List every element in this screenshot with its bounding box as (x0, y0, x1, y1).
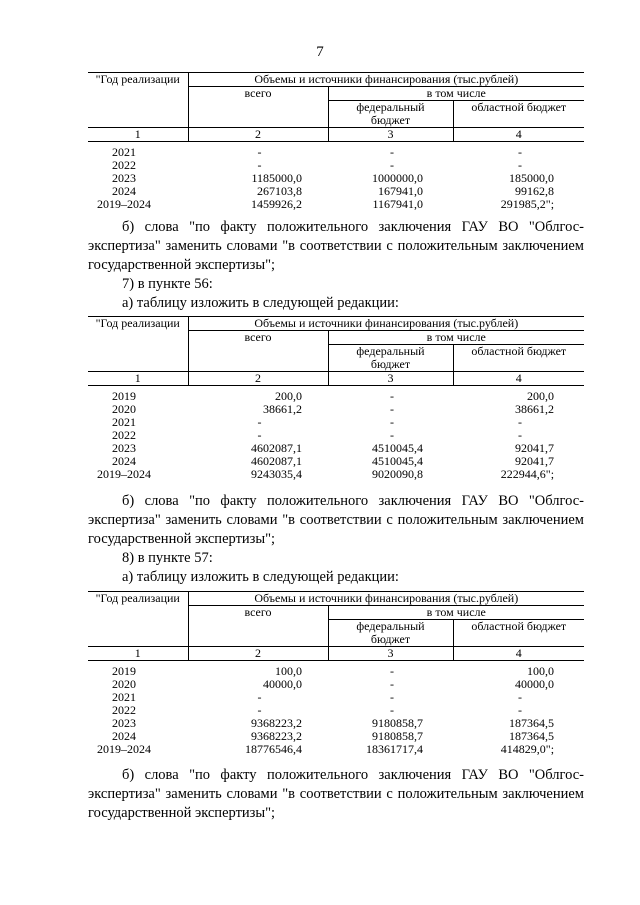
table-row (88, 416, 584, 429)
table-row (88, 390, 584, 403)
cell-year: 2024 (112, 184, 136, 198)
cell-regional: - (518, 415, 523, 429)
cell-federal: - (390, 402, 394, 416)
cell-year: 2019 (112, 664, 136, 678)
cell-federal: 9180858,7 (372, 729, 423, 743)
col-number-3: 3 (328, 128, 453, 142)
cell-regional: 185000,0 (509, 171, 555, 185)
cell-regional: 414829,0"; (500, 742, 555, 756)
col-number-4: 4 (453, 372, 584, 386)
col-number-4: 4 (453, 647, 584, 661)
cell-total: 1185000,0 (251, 171, 302, 185)
header-regional: областной бюджет (453, 620, 584, 647)
cell-federal: - (390, 664, 394, 678)
cell-total: 9368223,2 (251, 729, 302, 743)
cell-total: 9368223,2 (251, 716, 302, 730)
cell-year: 2020 (112, 402, 136, 416)
cell-total: 267103,8 (257, 184, 302, 198)
cell-federal: 4510045,4 (372, 441, 423, 455)
cell-year: 2023 (112, 441, 136, 455)
header-regional: областной бюджет (453, 101, 584, 128)
cell-federal: 1000000,0 (372, 171, 423, 185)
col-number-1: 1 (88, 128, 188, 142)
cell-regional: 200,0 (527, 389, 555, 403)
col-number-1: 1 (88, 372, 188, 386)
cell-federal: - (390, 389, 394, 403)
cell-total: - (257, 158, 262, 172)
cell-year: 2023 (112, 716, 136, 730)
cell-total: 1459926,2 (251, 197, 302, 211)
paragraph-b-3 (88, 766, 584, 823)
cell-federal: 167941,0 (378, 184, 423, 198)
col-number-3: 3 (328, 372, 453, 386)
paragraph-b-1 (88, 218, 584, 313)
cell-year: 2019 (112, 389, 136, 403)
cell-total: - (257, 703, 262, 717)
paragraph-b-2 (88, 492, 584, 587)
cell-regional: 100,0 (527, 664, 555, 678)
col-number-4: 4 (453, 128, 584, 142)
cell-regional: 38661,2 (515, 402, 555, 416)
col-number-2: 2 (188, 372, 328, 386)
header-financing: Объемы и источники финансирования (тыс.рублей) (188, 73, 584, 87)
cell-total: 4602087,1 (251, 441, 302, 455)
cell-total: 200,0 (275, 389, 302, 403)
cell-regional: - (518, 703, 523, 717)
cell-total: 4602087,1 (251, 454, 302, 468)
cell-federal: - (390, 677, 394, 691)
cell-year: 2022 (112, 703, 136, 717)
replacement-text: б) слова "по факту положительного заключения ГАУ ВО "Облгос-экспертиза" заменить словами "в соответствии с положительным заключением государственной экспертизы"; (88, 767, 584, 821)
table-row (88, 403, 584, 416)
cell-total: 9243035,4 (251, 467, 302, 481)
item-8-heading: 8) в пункте 57: (122, 550, 213, 566)
financing-table-2 (88, 316, 584, 481)
table-row (88, 146, 584, 159)
cell-total: 40000,0 (263, 677, 302, 691)
item-7-a: а) таблицу изложить в следующей редакции: (122, 295, 399, 311)
page-number: 7 (316, 44, 324, 60)
cell-year: 2022 (112, 428, 136, 442)
cell-year: 2020 (112, 677, 136, 691)
item-7-heading: 7) в пункте 56: (122, 276, 213, 292)
cell-regional: 99162,8 (515, 184, 555, 198)
cell-regional: - (518, 145, 523, 159)
financing-table-3 (88, 591, 584, 756)
cell-total: - (257, 145, 262, 159)
cell-regional: 187364,5 (509, 716, 555, 730)
header-financing: Объемы и источники финансирования (тыс.рублей) (188, 317, 584, 331)
table-row (88, 743, 584, 756)
cell-year: 2019–2024 (97, 742, 151, 756)
header-financing: Объемы и источники финансирования (тыс.рублей) (188, 592, 584, 606)
cell-federal: - (390, 690, 394, 704)
cell-year: 2023 (112, 171, 136, 185)
cell-year: 2024 (112, 729, 136, 743)
table-row (88, 468, 584, 481)
header-total: всего (188, 331, 328, 372)
cell-total: 38661,2 (263, 402, 302, 416)
table-row (88, 665, 584, 678)
col-number-3: 3 (328, 647, 453, 661)
cell-year: 2022 (112, 158, 136, 172)
cell-federal: - (390, 145, 394, 159)
header-total: всего (188, 606, 328, 647)
header-federal: федеральный бюджет (328, 620, 453, 647)
col-number-2: 2 (188, 128, 328, 142)
cell-federal: 4510045,4 (372, 454, 423, 468)
cell-federal: - (390, 428, 394, 442)
cell-regional: - (518, 690, 523, 704)
table-row (88, 429, 584, 442)
header-including: в том числе (328, 87, 584, 101)
col-number-1: 1 (88, 647, 188, 661)
header-year: "Год реализации (88, 317, 188, 331)
cell-regional: - (518, 428, 523, 442)
cell-regional: 187364,5 (509, 729, 555, 743)
cell-regional: - (518, 158, 523, 172)
cell-total: 100,0 (275, 664, 302, 678)
financing-table-1 (88, 72, 584, 211)
header-federal: федеральный бюджет (328, 345, 453, 372)
cell-federal: - (390, 415, 394, 429)
header-including: в том числе (328, 606, 584, 620)
cell-federal: - (390, 158, 394, 172)
table-row (88, 172, 584, 185)
cell-year: 2021 (112, 690, 136, 704)
cell-federal: 18361717,4 (366, 742, 423, 756)
cell-total: - (257, 415, 262, 429)
table-row (88, 691, 584, 704)
cell-year: 2019–2024 (97, 467, 151, 481)
replacement-text: б) слова "по факту положительного заключения ГАУ ВО "Облгос-экспертиза" заменить словами "в соответствии с положительным заключением государственной экспертизы"; (88, 219, 584, 273)
table-row (88, 198, 584, 211)
header-year: "Год реализации (88, 592, 188, 606)
cell-regional: 40000,0 (515, 677, 555, 691)
col-number-2: 2 (188, 647, 328, 661)
item-8-a: а) таблицу изложить в следующей редакции: (122, 569, 399, 585)
table-row (88, 678, 584, 691)
cell-total: - (257, 690, 262, 704)
cell-federal: 9180858,7 (372, 716, 423, 730)
replacement-text: б) слова "по факту положительного заключения ГАУ ВО "Облгос-экспертиза" заменить словами "в соответствии с положительным заключением государственной экспертизы"; (88, 493, 584, 547)
cell-total: - (257, 428, 262, 442)
cell-regional: 92041,7 (515, 441, 555, 455)
cell-year: 2024 (112, 454, 136, 468)
header-regional: областной бюджет (453, 345, 584, 372)
cell-regional: 291985,2"; (500, 197, 555, 211)
cell-year: 2019–2024 (97, 197, 151, 211)
header-federal: федеральный бюджет (328, 101, 453, 128)
header-total: всего (188, 87, 328, 128)
header-including: в том числе (328, 331, 584, 345)
table-row (88, 442, 584, 455)
cell-year: 2021 (112, 415, 136, 429)
cell-regional: 92041,7 (515, 454, 555, 468)
cell-federal: 9020090,8 (372, 467, 423, 481)
cell-federal: 1167941,0 (372, 197, 423, 211)
cell-total: 18776546,4 (245, 742, 302, 756)
cell-year: 2021 (112, 145, 136, 159)
cell-federal: - (390, 703, 394, 717)
header-year: "Год реализации (88, 73, 188, 87)
cell-regional: 222944,6"; (500, 467, 555, 481)
